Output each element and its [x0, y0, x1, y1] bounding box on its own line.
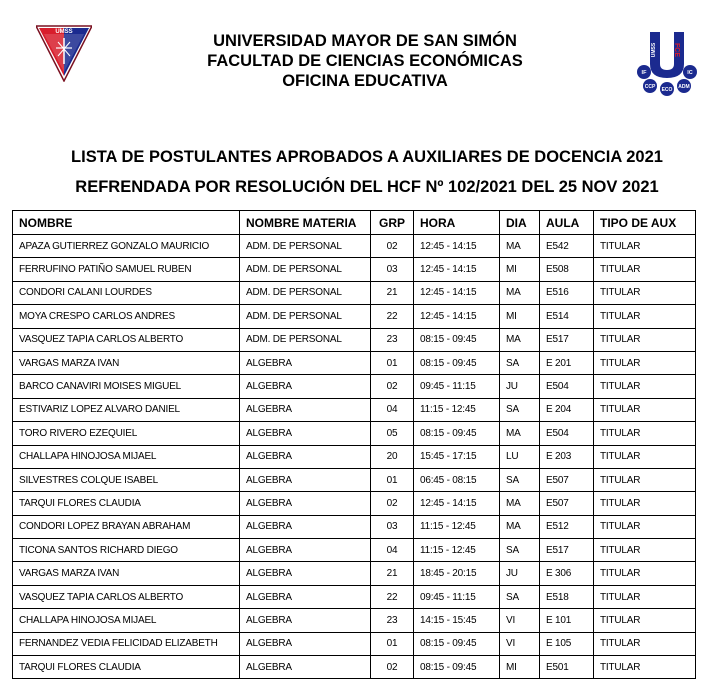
svg-text:UMSS: UMSS [651, 42, 657, 58]
cell-tipo: TITULAR [594, 375, 696, 398]
table-row [13, 351, 696, 374]
cell-hora: 08:15 - 09:45 [414, 328, 500, 351]
cell-aula: E507 [540, 492, 594, 515]
table-row [13, 305, 696, 328]
cell-hora: 09:45 - 11:15 [414, 585, 500, 608]
cell-tipo: TITULAR [594, 398, 696, 421]
svg-text:IC: IC [687, 70, 693, 76]
cell-materia: ALGEBRA [240, 398, 371, 421]
cell-materia: ADM. DE PERSONAL [240, 258, 371, 281]
cell-materia: ALGEBRA [240, 585, 371, 608]
cell-dia: JU [500, 375, 540, 398]
cell-dia: MA [500, 328, 540, 351]
table-row [13, 515, 696, 538]
cell-aula: E507 [540, 468, 594, 491]
umss-shield-logo [36, 24, 92, 82]
cell-dia: MI [500, 656, 540, 679]
col-header-nombre: NOMBRE [13, 211, 240, 235]
cell-grp: 22 [371, 305, 414, 328]
office-name: OFICINA EDUCATIVA [282, 72, 448, 90]
cell-hora: 12:45 - 14:15 [414, 258, 500, 281]
cell-materia: ADM. DE PERSONAL [240, 328, 371, 351]
svg-text:FCE: FCE [673, 43, 680, 57]
resolution-subtitle [0, 178, 710, 197]
cell-grp: 04 [371, 398, 414, 421]
table-row [13, 281, 696, 304]
cell-grp: 01 [371, 468, 414, 491]
cell-tipo: TITULAR [594, 258, 696, 281]
cell-materia: ALGEBRA [240, 445, 371, 468]
table-row [13, 632, 696, 655]
cell-tipo: TITULAR [594, 281, 696, 304]
cell-materia: ALGEBRA [240, 468, 371, 491]
cell-materia: ALGEBRA [240, 539, 371, 562]
cell-hora: 11:15 - 12:45 [414, 398, 500, 421]
institution-header [150, 31, 580, 91]
svg-text:CCP: CCP [644, 84, 656, 90]
cell-hora: 14:15 - 15:45 [414, 609, 500, 632]
table-row [13, 375, 696, 398]
cell-nombre: VASQUEZ TAPIA CARLOS ALBERTO [13, 585, 240, 608]
cell-tipo: TITULAR [594, 562, 696, 585]
svg-text:ADM: ADM [678, 84, 690, 90]
cell-grp: 20 [371, 445, 414, 468]
cell-aula: E 204 [540, 398, 594, 421]
cell-dia: MA [500, 281, 540, 304]
cell-aula: E 203 [540, 445, 594, 468]
cell-aula: E 101 [540, 609, 594, 632]
cell-grp: 03 [371, 515, 414, 538]
cell-materia: ADM. DE PERSONAL [240, 281, 371, 304]
cell-aula: E501 [540, 656, 594, 679]
applicants-table [12, 210, 696, 679]
cell-grp: 02 [371, 375, 414, 398]
cell-dia: MA [500, 515, 540, 538]
cell-tipo: TITULAR [594, 422, 696, 445]
cell-hora: 08:15 - 09:45 [414, 422, 500, 445]
cell-hora: 18:45 - 20:15 [414, 562, 500, 585]
cell-nombre: CHALLAPA HINOJOSA MIJAEL [13, 445, 240, 468]
cell-grp: 05 [371, 422, 414, 445]
cell-tipo: TITULAR [594, 609, 696, 632]
cell-materia: ALGEBRA [240, 375, 371, 398]
cell-tipo: TITULAR [594, 539, 696, 562]
cell-hora: 08:15 - 09:45 [414, 632, 500, 655]
table-row [13, 492, 696, 515]
cell-materia: ALGEBRA [240, 609, 371, 632]
table-row [13, 422, 696, 445]
cell-hora: 11:15 - 12:45 [414, 515, 500, 538]
cell-aula: E517 [540, 328, 594, 351]
table-row [13, 585, 696, 608]
cell-nombre: TARQUI FLORES CLAUDIA [13, 656, 240, 679]
cell-aula: E517 [540, 539, 594, 562]
cell-materia: ALGEBRA [240, 562, 371, 585]
list-title-text: LISTA DE POSTULANTES APROBADOS A AUXILIARES DE DOCENCIA 2021 [71, 148, 663, 166]
cell-nombre: CONDORI CALANI LOURDES [13, 281, 240, 304]
cell-nombre: BARCO CANAVIRI MOISES MIGUEL [13, 375, 240, 398]
cell-hora: 12:45 - 14:15 [414, 281, 500, 304]
cell-grp: 02 [371, 492, 414, 515]
cell-grp: 23 [371, 609, 414, 632]
cell-nombre: SILVESTRES COLQUE ISABEL [13, 468, 240, 491]
cell-nombre: ESTIVARIZ LOPEZ ALVARO DANIEL [13, 398, 240, 421]
cell-nombre: FERRUFINO PATIÑO SAMUEL RUBEN [13, 258, 240, 281]
cell-nombre: VARGAS MARZA IVAN [13, 562, 240, 585]
cell-dia: SA [500, 585, 540, 608]
table-header-row [13, 211, 696, 235]
cell-dia: MA [500, 492, 540, 515]
cell-dia: VI [500, 609, 540, 632]
cell-nombre: MOYA CRESPO CARLOS ANDRES [13, 305, 240, 328]
cell-materia: ALGEBRA [240, 492, 371, 515]
cell-grp: 21 [371, 562, 414, 585]
table-row [13, 258, 696, 281]
col-header-tipo: TIPO DE AUX [594, 211, 696, 235]
cell-tipo: TITULAR [594, 445, 696, 468]
cell-materia: ALGEBRA [240, 632, 371, 655]
col-header-aula: AULA [540, 211, 594, 235]
cell-tipo: TITULAR [594, 468, 696, 491]
cell-materia: ALGEBRA [240, 515, 371, 538]
cell-aula: E504 [540, 375, 594, 398]
svg-text:UMSS: UMSS [55, 29, 73, 35]
cell-tipo: TITULAR [594, 328, 696, 351]
cell-dia: MA [500, 422, 540, 445]
cell-materia: ALGEBRA [240, 351, 371, 374]
cell-dia: JU [500, 562, 540, 585]
cell-dia: SA [500, 398, 540, 421]
list-title [0, 148, 710, 167]
col-header-hora: HORA [414, 211, 500, 235]
cell-materia: ALGEBRA [240, 656, 371, 679]
cell-aula: E516 [540, 281, 594, 304]
cell-aula: E 306 [540, 562, 594, 585]
cell-nombre: VASQUEZ TAPIA CARLOS ALBERTO [13, 328, 240, 351]
table-row [13, 609, 696, 632]
table-row [13, 468, 696, 491]
cell-materia: ADM. DE PERSONAL [240, 305, 371, 328]
table-row [13, 235, 696, 258]
cell-nombre: CONDORI LOPEZ BRAYAN ABRAHAM [13, 515, 240, 538]
cell-aula: E542 [540, 235, 594, 258]
cell-aula: E514 [540, 305, 594, 328]
cell-hora: 15:45 - 17:15 [414, 445, 500, 468]
cell-nombre: APAZA GUTIERREZ GONZALO MAURICIO [13, 235, 240, 258]
cell-grp: 23 [371, 328, 414, 351]
cell-aula: E508 [540, 258, 594, 281]
cell-aula: E 105 [540, 632, 594, 655]
cell-dia: VI [500, 632, 540, 655]
cell-hora: 12:45 - 14:15 [414, 305, 500, 328]
cell-dia: SA [500, 468, 540, 491]
col-header-dia: DIA [500, 211, 540, 235]
cell-grp: 04 [371, 539, 414, 562]
col-header-materia: NOMBRE MATERIA [240, 211, 371, 235]
cell-hora: 06:45 - 08:15 [414, 468, 500, 491]
cell-hora: 12:45 - 14:15 [414, 235, 500, 258]
cell-nombre: VARGAS MARZA IVAN [13, 351, 240, 374]
cell-tipo: TITULAR [594, 515, 696, 538]
cell-hora: 12:45 - 14:15 [414, 492, 500, 515]
cell-grp: 01 [371, 632, 414, 655]
cell-tipo: TITULAR [594, 632, 696, 655]
svg-text:ECO: ECO [661, 87, 673, 93]
table-row [13, 398, 696, 421]
cell-dia: SA [500, 351, 540, 374]
cell-grp: 02 [371, 235, 414, 258]
cell-grp: 03 [371, 258, 414, 281]
cell-grp: 02 [371, 656, 414, 679]
cell-hora: 11:15 - 12:45 [414, 539, 500, 562]
cell-tipo: TITULAR [594, 492, 696, 515]
cell-aula: E512 [540, 515, 594, 538]
table-row [13, 328, 696, 351]
fce-logo [636, 30, 698, 96]
cell-grp: 21 [371, 281, 414, 304]
cell-tipo: TITULAR [594, 351, 696, 374]
cell-aula: E504 [540, 422, 594, 445]
cell-dia: MI [500, 258, 540, 281]
cell-hora: 09:45 - 11:15 [414, 375, 500, 398]
cell-materia: ADM. DE PERSONAL [240, 235, 371, 258]
cell-tipo: TITULAR [594, 656, 696, 679]
cell-grp: 01 [371, 351, 414, 374]
cell-nombre: TORO RIVERO EZEQUIEL [13, 422, 240, 445]
university-name: UNIVERSIDAD MAYOR DE SAN SIMÓN [213, 32, 517, 50]
cell-dia: MI [500, 305, 540, 328]
cell-aula: E518 [540, 585, 594, 608]
table-row [13, 445, 696, 468]
cell-tipo: TITULAR [594, 305, 696, 328]
cell-aula: E 201 [540, 351, 594, 374]
cell-tipo: TITULAR [594, 585, 696, 608]
cell-dia: MA [500, 235, 540, 258]
cell-grp: 22 [371, 585, 414, 608]
cell-nombre: FERNANDEZ VEDIA FELICIDAD ELIZABETH [13, 632, 240, 655]
table-row [13, 656, 696, 679]
cell-tipo: TITULAR [594, 235, 696, 258]
cell-nombre: TICONA SANTOS RICHARD DIEGO [13, 539, 240, 562]
cell-hora: 08:15 - 09:45 [414, 351, 500, 374]
table-row [13, 539, 696, 562]
resolution-subtitle-text: REFRENDADA POR RESOLUCIÓN DEL HCF Nº 102/2021 DEL 25 NOV 2021 [75, 178, 659, 196]
cell-dia: LU [500, 445, 540, 468]
cell-materia: ALGEBRA [240, 422, 371, 445]
table-row [13, 562, 696, 585]
faculty-name: FACULTAD DE CIENCIAS ECONÓMICAS [207, 52, 523, 70]
cell-nombre: TARQUI FLORES CLAUDIA [13, 492, 240, 515]
col-header-grp: GRP [371, 211, 414, 235]
svg-text:IF: IF [641, 70, 647, 76]
cell-nombre: CHALLAPA HINOJOSA MIJAEL [13, 609, 240, 632]
cell-dia: SA [500, 539, 540, 562]
cell-hora: 08:15 - 09:45 [414, 656, 500, 679]
